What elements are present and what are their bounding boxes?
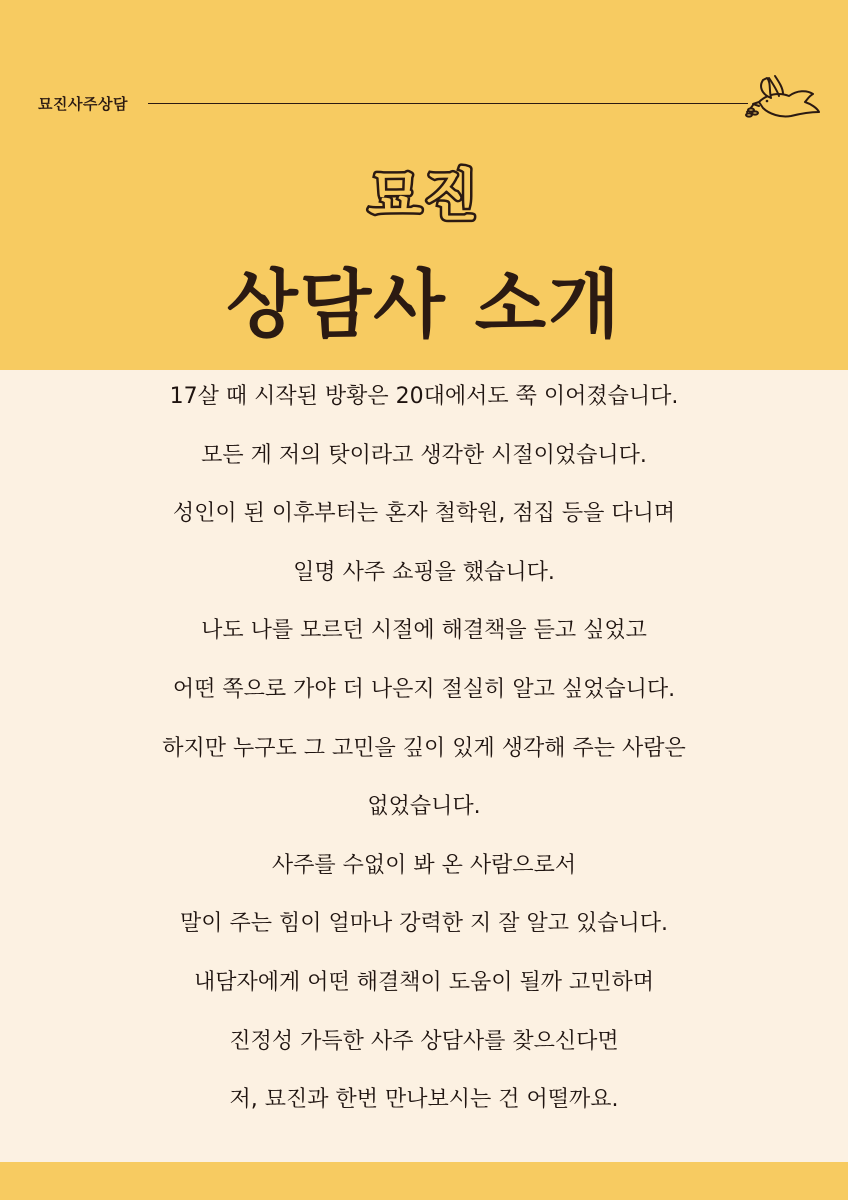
text-line: 모든 게 저의 탓이라고 생각한 시절이었습니다. — [201, 442, 647, 468]
text-line: 나도 나를 모르던 시절에 해결책을 듣고 싶었고 — [201, 618, 647, 644]
header-band — [0, 0, 848, 370]
text-line: 사주를 수없이 봐 온 사람으로서 — [271, 852, 577, 878]
text-line: 일명 사주 쇼핑을 했습니다. — [293, 559, 555, 585]
text-line: 진정성 가득한 사주 상담사를 찾으신다면 — [229, 1028, 619, 1054]
dove-with-olive-branch-icon — [745, 72, 821, 124]
brand-name: 묘진사주상담 — [38, 95, 128, 113]
page-title: 상담사 소개 — [226, 262, 622, 348]
footer-band — [0, 1162, 848, 1200]
text-line: 성인이 된 이후부터는 혼자 철학원, 점집 등을 다니며 — [172, 501, 676, 527]
title-name: 묘진 — [367, 164, 481, 229]
text-line: 내담자에게 어떤 해결책이 도움이 될까 고민하며 — [193, 969, 654, 995]
header-rule — [148, 103, 748, 104]
text-line: 없었습니다. — [367, 794, 481, 820]
text-line: 17살 때 시작된 방황은 20대에서도 쭉 이어졌습니다. — [169, 384, 679, 409]
text-line: 어떤 쪽으로 가야 더 나은지 절실히 알고 싶었습니다. — [172, 676, 676, 702]
text-line: 저, 묘진과 한번 만나보시는 건 어떨까요. — [229, 1087, 619, 1113]
text-line: 말이 주는 힘이 얼마나 강력한 지 잘 알고 있습니다. — [180, 911, 668, 937]
text-line: 하지만 누구도 그 고민을 깊이 있게 생각해 주는 사람은 — [162, 735, 686, 761]
intro-text — [60, 372, 788, 1134]
